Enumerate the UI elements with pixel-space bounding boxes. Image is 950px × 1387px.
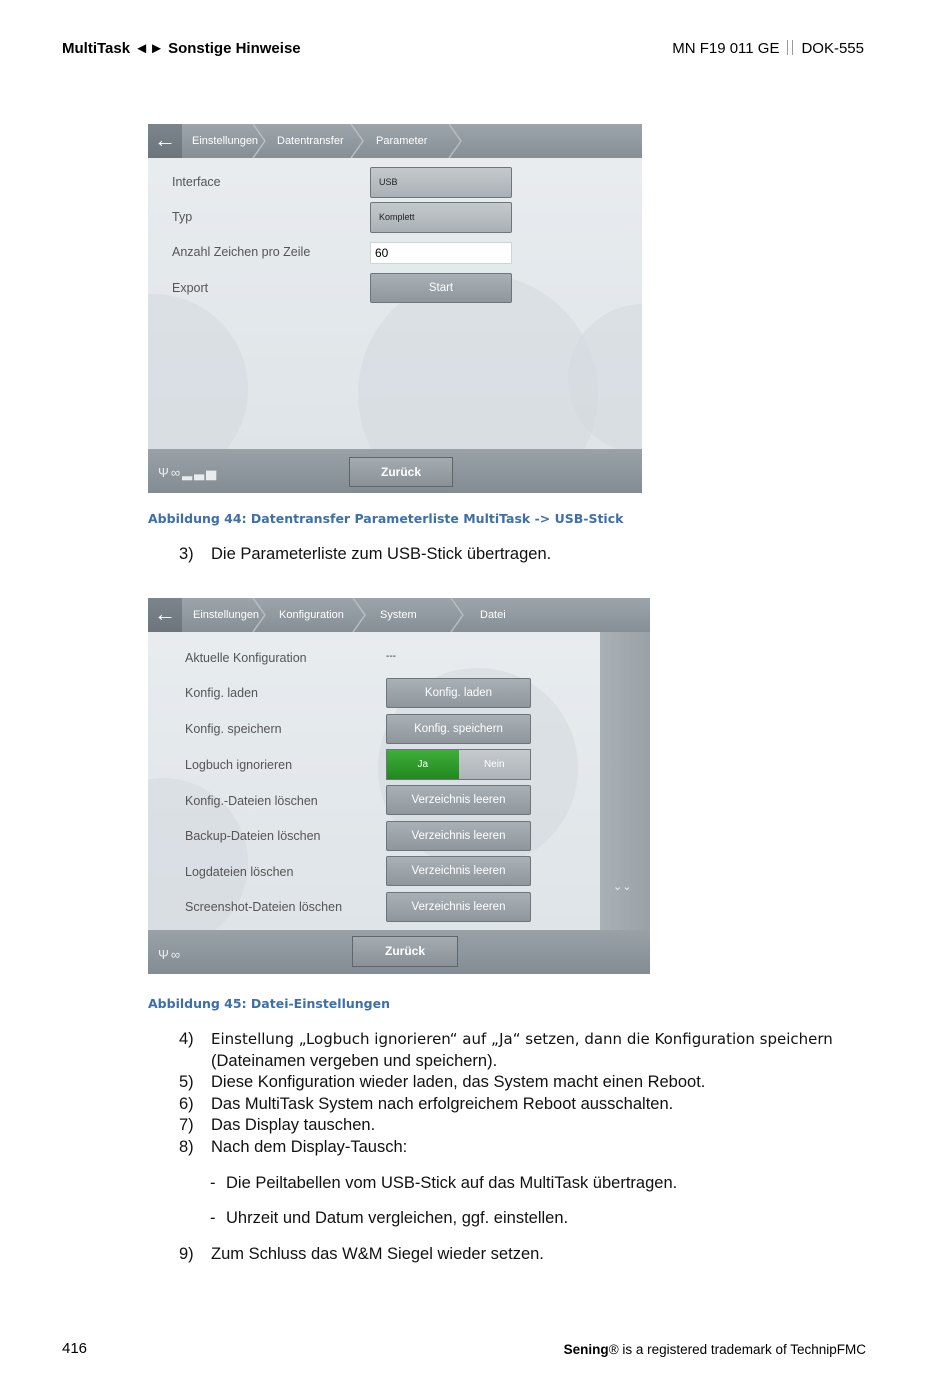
step-5-text: Diese Konfiguration wieder laden, das System macht einen Reboot.	[211, 1073, 706, 1091]
zurueck-button[interactable]: Zurück	[349, 457, 453, 487]
breadcrumb-konfiguration[interactable]: Konfiguration	[279, 609, 344, 621]
step-5-number: 5)	[179, 1073, 194, 1091]
step-8-number: 8)	[179, 1138, 194, 1156]
zurueck-button[interactable]: Zurück	[352, 936, 458, 967]
chevron-right-icon	[450, 598, 464, 632]
breadcrumb-datei[interactable]: Datei	[480, 609, 506, 621]
step-9-number: 9)	[179, 1245, 194, 1263]
konfig-laden-button[interactable]: Konfig. laden	[386, 678, 531, 708]
screenshot-dateien-leeren-button[interactable]: Verzeichnis leeren	[386, 892, 531, 922]
chevron-right-icon	[252, 124, 266, 158]
link-icon: ∞	[170, 465, 183, 480]
chars-per-line-label: Anzahl Zeichen pro Zeile	[172, 245, 311, 259]
interface-select[interactable]: USB	[370, 167, 512, 198]
scroll-down-icon[interactable]: ⌄⌄	[613, 881, 632, 893]
step-6-text: Das MultiTask System nach erfolgreichem Reboot ausschalten.	[211, 1095, 674, 1113]
chevron-right-icon	[350, 124, 364, 158]
toggle-nein[interactable]: Nein	[459, 750, 531, 779]
breadcrumb-parameter[interactable]: Parameter	[376, 135, 428, 147]
konfig-speichern-label: Konfig. speichern	[185, 722, 282, 736]
step-4-number: 4)	[179, 1030, 194, 1048]
breadcrumb-einstellungen[interactable]: Einstellungen	[192, 135, 259, 147]
step-4-text: Einstellung „Logbuch ignorieren“ auf „Ja“ setzen, dann die Konfiguration speichern	[211, 1030, 833, 1048]
bullet-dash: -	[210, 1174, 216, 1192]
step-9-text: Zum Schluss das W&M Siegel wieder setzen.	[211, 1245, 544, 1263]
header-separator	[787, 40, 793, 55]
konfig-dateien-loeschen-label: Konfig.-Dateien löschen	[185, 794, 318, 808]
status-icons	[158, 947, 182, 962]
toggle-ja[interactable]: Ja	[387, 750, 459, 779]
konfig-dateien-leeren-button[interactable]: Verzeichnis leeren	[386, 785, 531, 815]
logbuch-ignorieren-label: Logbuch ignorieren	[185, 758, 293, 772]
doc-number: MN F19 011 GE	[672, 40, 780, 57]
bullet-2-text: Uhrzeit und Datum vergleichen, ggf. einstellen.	[226, 1209, 569, 1227]
backup-dateien-leeren-button[interactable]: Verzeichnis leeren	[386, 821, 531, 851]
typ-label: Typ	[172, 210, 193, 224]
backup-dateien-loeschen-label: Backup-Dateien löschen	[185, 829, 321, 843]
header-title: MultiTask ◄► Sonstige Hinweise	[62, 40, 301, 57]
step-7-number: 7)	[179, 1116, 194, 1134]
step-7-text: Das Display tauschen.	[211, 1116, 376, 1134]
bullet-dash: -	[210, 1209, 216, 1227]
current-config-label: Aktuelle Konfiguration	[185, 651, 307, 665]
step-4-text-cont: (Dateinamen vergeben und speichern).	[211, 1052, 498, 1070]
typ-select[interactable]: Komplett	[370, 202, 512, 233]
logbuch-toggle[interactable]	[386, 749, 531, 780]
status-icons	[158, 465, 218, 481]
export-label: Export	[172, 281, 209, 295]
breadcrumb-datentransfer[interactable]: Datentransfer	[277, 135, 344, 147]
brand-name: Sening	[563, 1342, 609, 1357]
logdateien-loeschen-label: Logdateien löschen	[185, 865, 294, 879]
trademark-text: ® is a registered trademark of TechnipFMC	[608, 1342, 866, 1357]
chars-per-line-input[interactable]: 60	[370, 242, 512, 264]
breadcrumb-system[interactable]: System	[380, 609, 417, 621]
figure-45-screenshot	[148, 598, 650, 974]
step-6-number: 6)	[179, 1095, 194, 1113]
page-number: 416	[62, 1340, 88, 1357]
konfig-speichern-button[interactable]: Konfig. speichern	[386, 714, 531, 744]
current-config-value: ---	[386, 651, 396, 662]
step-8-text: Nach dem Display-Tausch:	[211, 1138, 408, 1156]
usb-icon: Ψ	[158, 947, 171, 962]
bullet-1-text: Die Peiltabellen vom USB-Stick auf das MultiTask übertragen.	[226, 1174, 678, 1192]
doc-id: DOK-555	[801, 40, 864, 57]
interface-label: Interface	[172, 175, 221, 189]
link-icon: ∞	[170, 947, 183, 962]
breadcrumb-einstellungen[interactable]: Einstellungen	[193, 609, 260, 621]
logdateien-leeren-button[interactable]: Verzeichnis leeren	[386, 856, 531, 886]
figure-44-screenshot	[148, 124, 642, 493]
trademark-note	[564, 1342, 866, 1357]
usb-icon: Ψ	[158, 465, 171, 480]
figure-44-caption: Abbildung 44: Datentransfer Parameterliste MultiTask -> USB-Stick	[148, 511, 624, 526]
figure-45-caption: Abbildung 45: Datei-Einstellungen	[148, 996, 390, 1011]
back-arrow-icon[interactable]: ←	[148, 124, 182, 158]
chevron-right-icon	[252, 598, 266, 632]
chevron-right-icon	[448, 124, 462, 158]
chevron-right-icon	[352, 598, 366, 632]
back-arrow-icon[interactable]: ←	[148, 598, 182, 632]
screenshot-dateien-loeschen-label: Screenshot-Dateien löschen	[185, 900, 343, 914]
step-3-number: 3)	[179, 545, 194, 563]
konfig-laden-label: Konfig. laden	[185, 686, 258, 700]
header-doc-ref	[672, 40, 864, 57]
signal-icon: ▂▃▅	[182, 465, 219, 480]
export-start-button[interactable]: Start	[370, 273, 512, 303]
step-3-text: Die Parameterliste zum USB-Stick übertragen.	[211, 545, 552, 563]
